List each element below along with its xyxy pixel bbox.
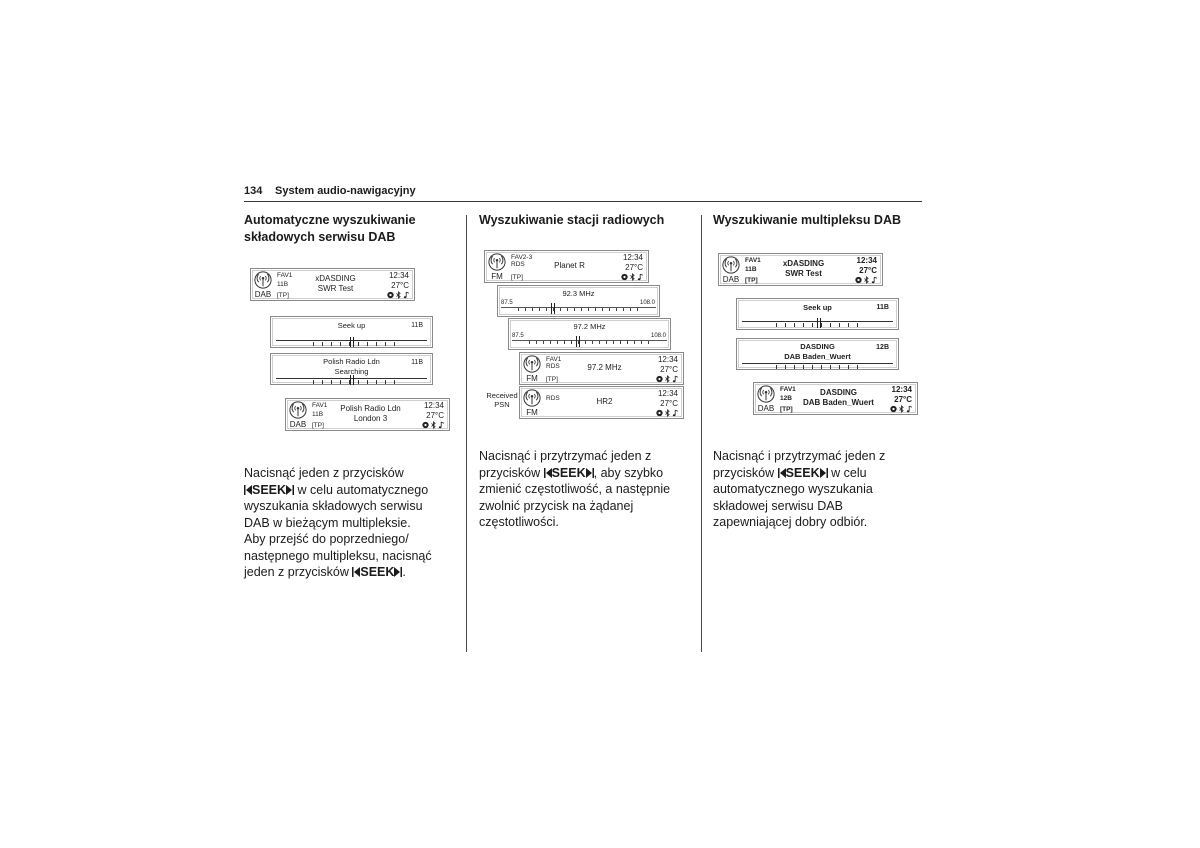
status-icons xyxy=(422,421,445,429)
antenna-icon xyxy=(488,253,506,271)
heading-line: Wyszukiwanie stacji radiowych xyxy=(479,213,665,227)
heading-line: Automatyczne wyszukiwanie xyxy=(244,213,416,227)
band-label: DAB xyxy=(289,420,307,429)
frequency-value: 97.2 MHz xyxy=(573,322,606,331)
channel-label: 11B xyxy=(745,266,757,273)
settings-icon xyxy=(422,421,429,429)
service-info xyxy=(295,271,376,296)
preset-label: FAV1 xyxy=(780,386,796,393)
bluetooth-icon xyxy=(664,375,671,383)
col2-body xyxy=(479,448,670,531)
station-name: Planet R xyxy=(554,260,585,270)
body-line: zwolnić przycisk na żądanej xyxy=(479,498,634,513)
bluetooth-icon xyxy=(629,273,636,281)
body-line xyxy=(244,482,432,499)
service-info xyxy=(271,357,432,376)
channel-label: 12B xyxy=(876,344,889,351)
seek-back-icon xyxy=(778,468,786,478)
service-info xyxy=(763,256,844,281)
body-line: Aby przejść do poprzedniego/ xyxy=(244,532,409,546)
clock: 12:34 xyxy=(388,271,409,280)
station-name: HR2 xyxy=(596,396,613,406)
music-note-icon xyxy=(672,375,679,383)
tp-indicator: [TP] xyxy=(546,376,558,383)
service-label: DAB Baden_Wuert xyxy=(803,397,874,407)
music-note-icon xyxy=(637,273,644,281)
scale-ticks xyxy=(313,342,397,346)
music-note-icon xyxy=(871,276,878,284)
column-divider xyxy=(466,215,467,652)
antenna-icon xyxy=(254,271,272,289)
antenna-icon xyxy=(523,389,541,407)
clock: 12:34 xyxy=(657,355,678,364)
seek-display xyxy=(736,298,899,330)
body-line: Nacisnąć i przytrzymać jeden z xyxy=(713,449,886,463)
station-info xyxy=(564,355,645,380)
heading-line: Wyszukiwanie multipleksu DAB xyxy=(713,213,902,227)
antenna-icon xyxy=(757,385,775,403)
status-icons xyxy=(656,375,679,383)
clock: 12:34 xyxy=(891,385,912,394)
station-info xyxy=(529,253,610,278)
caption-line: Received xyxy=(486,391,518,400)
body-line: częstotliwości. xyxy=(479,515,559,529)
music-note-icon xyxy=(438,421,445,429)
bluetooth-icon xyxy=(863,276,870,284)
scale-ticks xyxy=(518,308,642,311)
seek-label: SEEK xyxy=(252,482,287,497)
text-fragment: . xyxy=(402,565,406,579)
service-name: Polish Radio Ldn xyxy=(340,404,401,413)
page-number: 134 xyxy=(244,185,263,197)
body-line: automatycznego wyszukania xyxy=(713,482,873,496)
seek-label: SEEK xyxy=(360,565,395,579)
status-area xyxy=(424,401,444,421)
channel-label: 11B xyxy=(411,359,423,366)
settings-icon xyxy=(621,273,628,281)
tuning-marker xyxy=(817,318,821,328)
settings-icon xyxy=(890,405,897,413)
clock: 12:34 xyxy=(856,256,877,265)
clock: 12:34 xyxy=(622,253,643,262)
service-name: DASDING xyxy=(800,342,835,351)
tp-indicator: [TP] xyxy=(312,422,324,429)
rds-indicator: RDS xyxy=(546,363,560,370)
band-label: FM xyxy=(491,272,503,281)
status-icons xyxy=(387,291,410,299)
body-line: następnego multipleksu, nacisnąć xyxy=(244,548,432,563)
band-label: DAB xyxy=(722,275,740,284)
band-maximum: 108.0 xyxy=(650,333,666,339)
seek-status: Seek up xyxy=(803,303,832,312)
fm-display xyxy=(484,250,649,283)
settings-icon xyxy=(656,409,663,417)
status-area xyxy=(857,256,877,276)
heading-line: składowych serwisu DAB xyxy=(244,230,396,244)
settings-icon xyxy=(387,291,394,299)
search-status: Searching xyxy=(334,366,369,376)
dab-display xyxy=(285,398,450,431)
antenna-icon xyxy=(722,256,740,274)
text-fragment: , aby szybko xyxy=(593,465,664,480)
seek-label: SEEK xyxy=(551,465,586,480)
seek-display xyxy=(270,316,433,348)
service-name: xDASDING xyxy=(782,259,825,268)
settings-icon xyxy=(656,375,663,383)
frequency-tuning-display xyxy=(508,318,671,350)
bluetooth-icon xyxy=(898,405,905,413)
body-line xyxy=(713,465,885,482)
text-fragment: przycisków xyxy=(479,465,544,480)
dab-display xyxy=(718,253,883,286)
dab-display xyxy=(250,268,415,301)
caption-line: PSN xyxy=(494,400,510,409)
body-line xyxy=(479,465,670,482)
temperature: 27°C xyxy=(625,263,643,272)
bluetooth-icon xyxy=(664,409,671,417)
tp-indicator: [TP] xyxy=(277,292,289,299)
temperature: 27°C xyxy=(660,365,678,374)
tp-indicator: [TP] xyxy=(511,274,523,281)
band-label: FM xyxy=(526,374,538,383)
body-line: zmienić częstotliwość, a następnie xyxy=(479,482,671,496)
status-area xyxy=(389,271,409,291)
preset-label: FAV1 xyxy=(546,356,562,363)
frequency-value: 92.3 MHz xyxy=(562,289,595,298)
received-psn-caption xyxy=(484,391,520,409)
scale-ticks xyxy=(313,380,397,384)
service-info xyxy=(330,401,411,426)
tuning-marker xyxy=(350,375,354,385)
status-icons xyxy=(890,405,913,413)
fm-display xyxy=(519,352,684,385)
channel-label: 11B xyxy=(312,411,324,418)
service-label: SWR Test xyxy=(317,283,354,293)
fm-display xyxy=(519,386,684,419)
tp-indicator: [TP] xyxy=(780,406,793,413)
column-divider xyxy=(701,215,702,652)
scale-ticks xyxy=(529,341,653,344)
col1-heading xyxy=(244,212,416,246)
settings-icon xyxy=(855,276,862,284)
tp-indicator: [TP] xyxy=(745,277,758,284)
dab-display xyxy=(753,382,918,415)
status-icons xyxy=(656,409,679,417)
channel-label: 11B xyxy=(411,322,423,329)
text-fragment: jeden z przycisków xyxy=(244,565,353,579)
body-line: zapewniającej dobry odbiór. xyxy=(713,515,868,529)
band-minimum: 87.5 xyxy=(512,333,524,339)
clock: 12:34 xyxy=(423,401,444,410)
multiplex-display xyxy=(736,338,899,370)
seek-back-icon xyxy=(544,468,552,478)
antenna-icon xyxy=(523,355,541,373)
service-name: DASDING xyxy=(820,388,857,397)
col2-heading xyxy=(479,212,664,229)
service-label: SWR Test xyxy=(785,268,822,278)
service-name: xDASDING xyxy=(315,274,356,283)
band-maximum: 108.0 xyxy=(639,300,655,306)
channel-label: 12B xyxy=(780,395,792,402)
clock: 12:34 xyxy=(657,389,678,398)
preset-label: FAV1 xyxy=(745,257,761,264)
scale-ticks xyxy=(776,365,862,369)
music-note-icon xyxy=(906,405,913,413)
service-label: London 3 xyxy=(353,413,388,423)
body-line: składowej serwisu DAB xyxy=(713,498,843,513)
seek-button-reference xyxy=(244,483,294,497)
temperature: 27°C xyxy=(894,395,912,404)
service-label: DAB Baden_Wuert xyxy=(784,351,851,361)
status-area xyxy=(658,355,678,375)
frequency-tuning-display xyxy=(497,285,660,317)
preset-label: FAV2-3 xyxy=(511,254,533,261)
band-label: FM xyxy=(526,408,538,417)
seek-status: Seek up xyxy=(337,321,366,330)
channel-label: 11B xyxy=(876,304,889,311)
band-label: DAB xyxy=(254,290,272,299)
col3-body xyxy=(713,448,885,531)
band-label: DAB xyxy=(757,404,775,413)
temperature: 27°C xyxy=(391,281,409,290)
body-line: Nacisnąć jeden z przycisków xyxy=(244,466,404,480)
band-minimum: 87.5 xyxy=(501,300,513,306)
music-note-icon xyxy=(403,291,410,299)
seek-back-icon xyxy=(244,485,252,495)
station-info xyxy=(564,389,645,414)
service-info xyxy=(737,342,898,361)
body-line: DAB w bieżącym multipleksie. xyxy=(244,515,411,530)
body-line: wyszukania składowych serwisu xyxy=(244,499,423,513)
status-icons xyxy=(621,273,644,281)
tuning-marker xyxy=(576,336,580,347)
header-rule xyxy=(244,201,922,202)
text-fragment: w celu automatycznego xyxy=(294,482,429,497)
music-note-icon xyxy=(672,409,679,417)
service-name: Polish Radio Ldn xyxy=(323,357,380,366)
body-line xyxy=(244,564,432,581)
searching-display xyxy=(270,353,433,385)
text-fragment: przycisków xyxy=(713,465,778,480)
preset-label: FAV1 xyxy=(312,402,328,409)
seek-forward-icon xyxy=(820,468,828,478)
status-area xyxy=(623,253,643,273)
seek-button-reference xyxy=(352,565,402,579)
station-name: 97.2 MHz xyxy=(587,362,622,372)
text-fragment: w celu xyxy=(827,465,867,480)
seek-button-reference xyxy=(544,466,594,480)
bluetooth-icon xyxy=(430,421,437,429)
seek-forward-icon xyxy=(586,468,594,478)
seek-forward-icon xyxy=(286,485,294,495)
tuning-marker xyxy=(551,303,555,314)
status-icons xyxy=(855,276,878,284)
col1-body xyxy=(244,465,432,581)
service-info xyxy=(798,385,879,410)
preset-label: FAV1 xyxy=(277,272,293,279)
col3-heading xyxy=(713,212,901,229)
rds-indicator: RDS xyxy=(546,395,560,402)
status-area xyxy=(892,385,912,405)
body-line: Nacisnąć i przytrzymać jeden z xyxy=(479,449,652,463)
section-title: System audio-nawigacyjny xyxy=(275,185,416,197)
temperature: 27°C xyxy=(859,266,877,275)
antenna-icon xyxy=(289,401,307,419)
bluetooth-icon xyxy=(395,291,402,299)
seek-label: SEEK xyxy=(785,465,820,480)
temperature: 27°C xyxy=(426,411,444,420)
status-area xyxy=(658,389,678,409)
seek-button-reference xyxy=(778,466,828,480)
channel-label: 11B xyxy=(277,281,289,288)
tuning-scale xyxy=(742,363,893,364)
temperature: 27°C xyxy=(660,399,678,408)
tuning-marker xyxy=(350,337,354,347)
rds-indicator: RDS xyxy=(511,261,525,268)
